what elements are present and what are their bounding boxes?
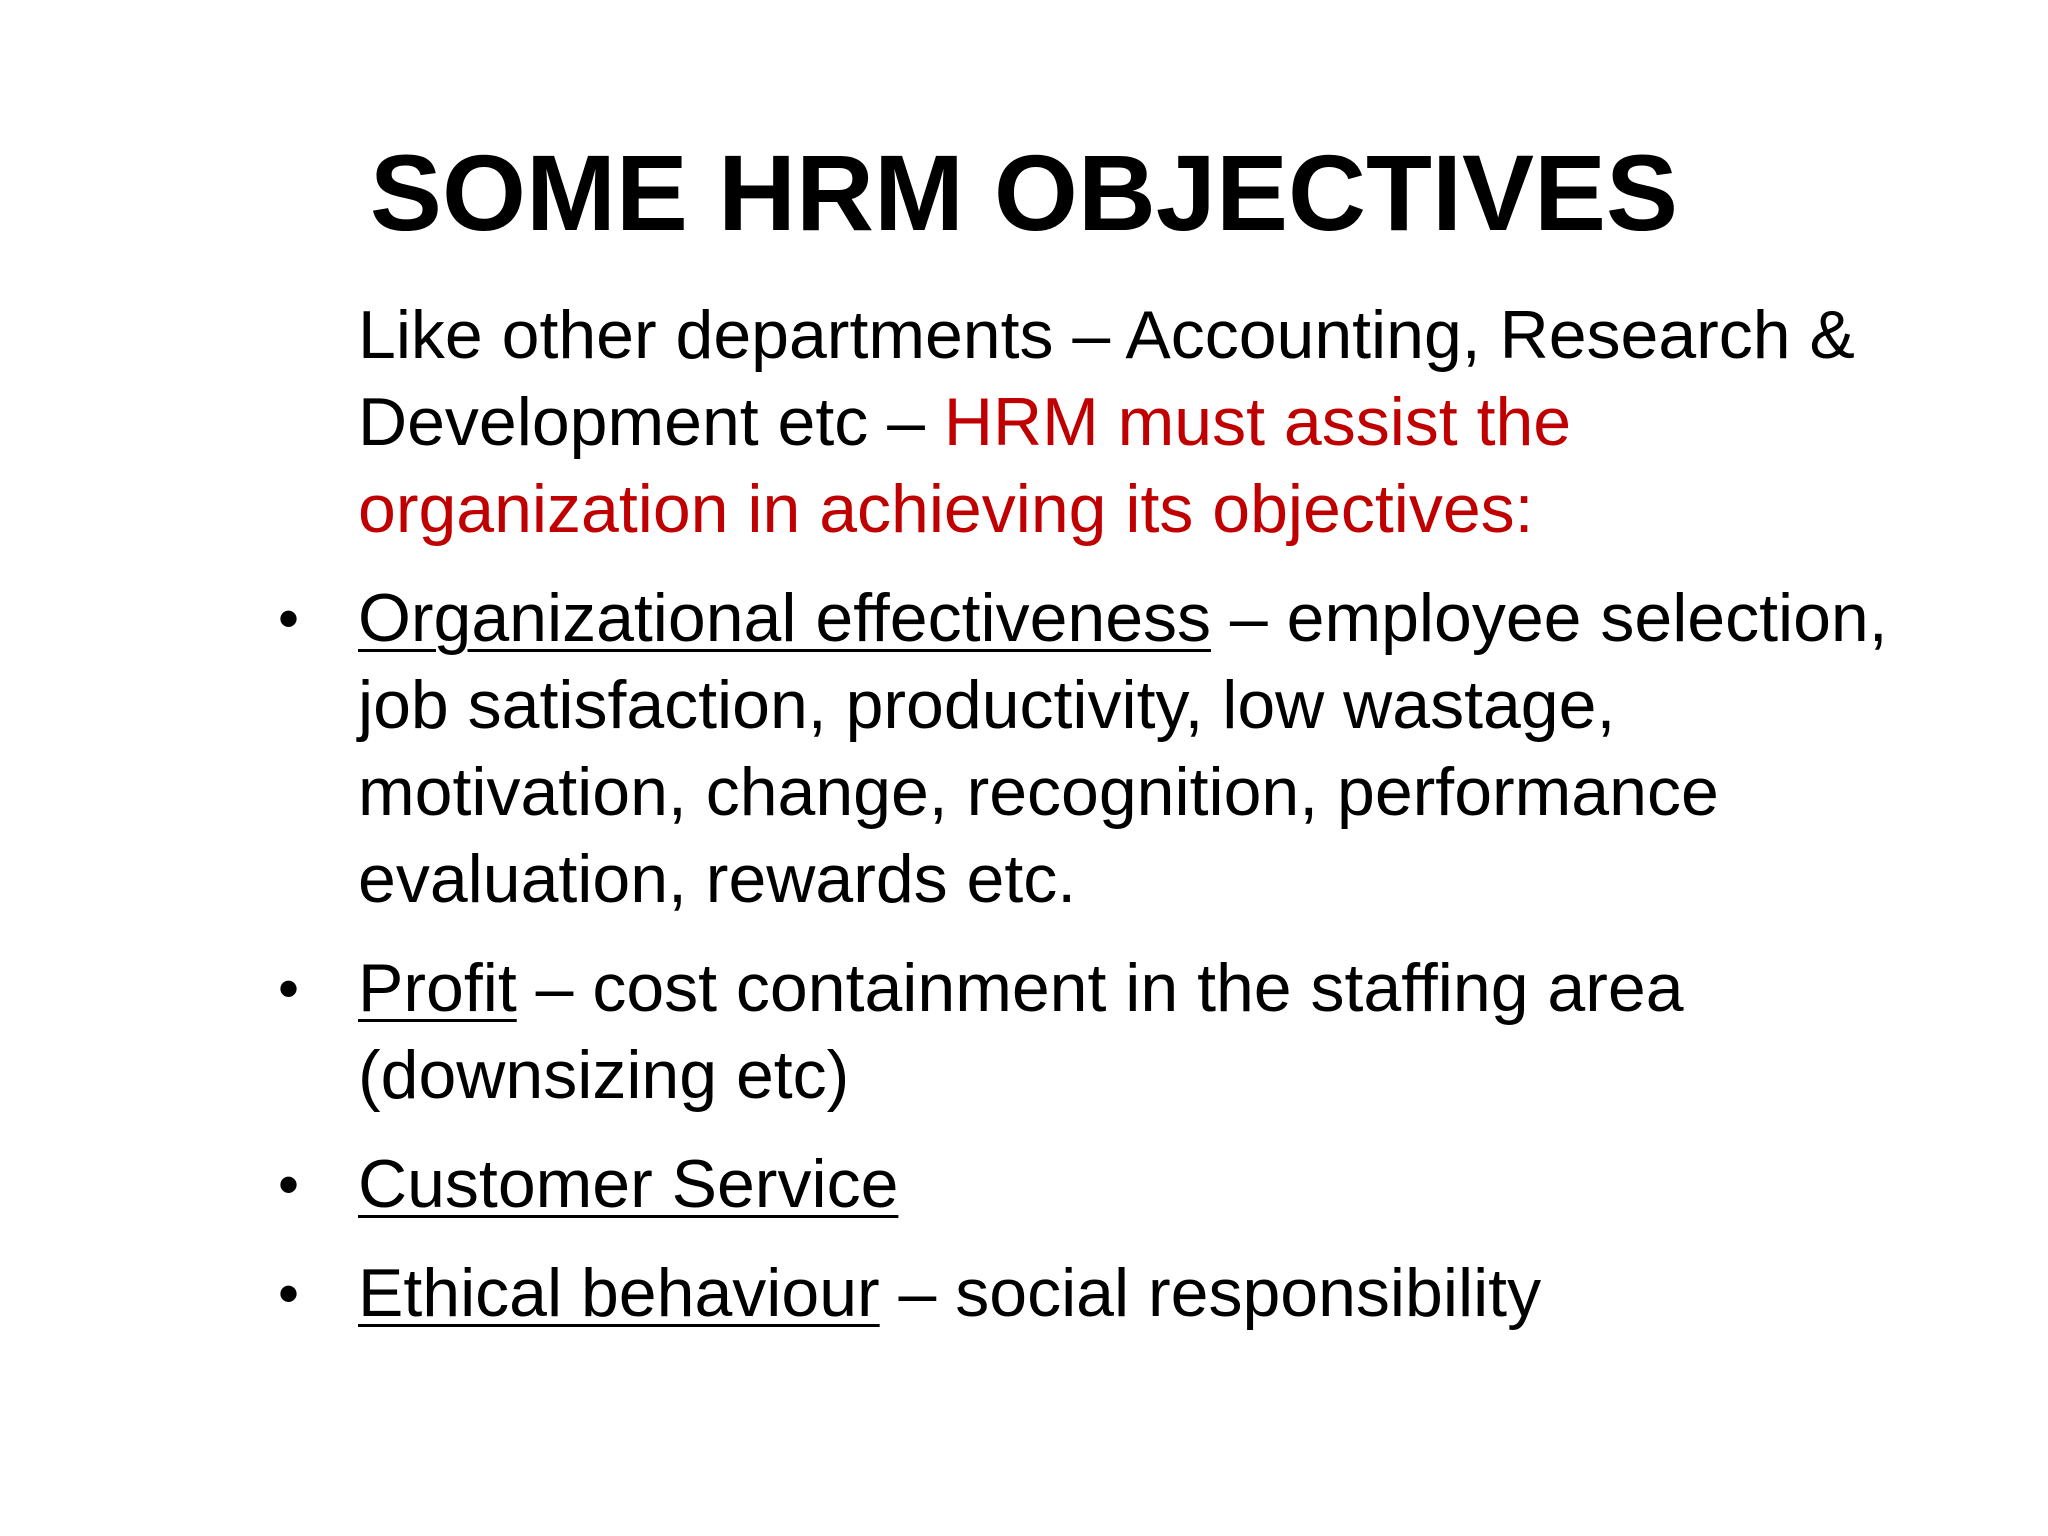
list-item [274,1250,1934,1337]
intro-paragraph [358,292,1934,553]
objective-description: – cost containment in the staffing area (downsizing etc) [358,950,1684,1113]
list-item [274,1141,1934,1228]
intro-highlight-text: HRM must assist the organization in achieving its objectives: [358,384,1572,547]
intro-text: Like other departments – Accounting, Research & Development etc – [358,297,1855,460]
objective-description: – social responsibility [879,1255,1542,1331]
objective-description: – employee selection, job satisfaction, productivity, low wastage, motivation, change, recognition, performance evaluation, rewards etc. [358,580,1888,917]
bullet-icon: • [278,585,300,652]
objective-term: Organizational effectiveness [358,580,1212,656]
objective-term: Profit [358,950,517,1026]
list-item [274,945,1934,1119]
bullet-icon: • [278,1151,300,1218]
bullet-icon: • [278,955,300,1022]
objective-term: Ethical behaviour [358,1255,880,1331]
objective-term: Customer Service [358,1146,899,1222]
list-item [274,575,1934,923]
slide-title: SOME HRM OBJECTIVES [369,132,1679,253]
bullet-icon: • [278,1260,300,1327]
slide-content [274,292,1934,1337]
objectives-list [274,575,1934,1337]
